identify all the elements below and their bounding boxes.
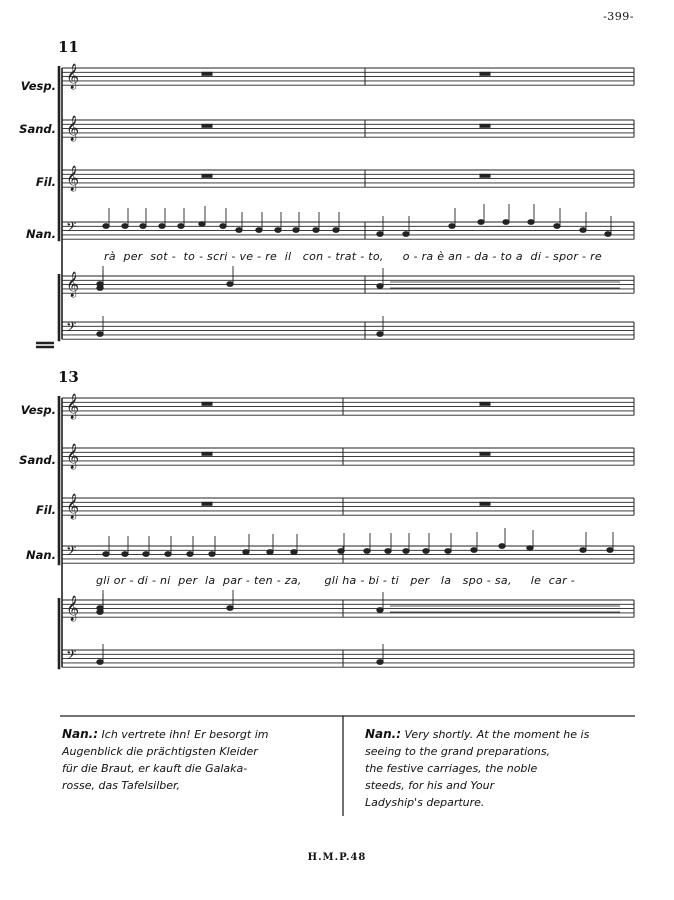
piano-bass-note xyxy=(97,332,103,337)
vocal-note xyxy=(607,548,613,553)
whole-rest-icon xyxy=(480,174,490,177)
vocal-note xyxy=(377,232,383,237)
vocal-note xyxy=(122,552,128,557)
german-line-3: für die Braut, er kauft die Galaka- xyxy=(62,762,248,775)
vocal-note xyxy=(291,550,297,555)
vocal-note xyxy=(243,550,249,555)
translation-german xyxy=(62,726,332,794)
bass-clef-icon: 𝄢 xyxy=(66,219,77,238)
vocal-note xyxy=(503,220,509,225)
whole-rest-icon xyxy=(202,72,212,75)
treble-clef-icon: 𝄞 xyxy=(66,64,80,89)
vocal-note xyxy=(313,228,319,233)
whole-rest-icon xyxy=(202,124,212,127)
vocal-note xyxy=(333,228,339,233)
german-line-1: Ich vertrete ihn! Er besorgt im xyxy=(101,728,269,741)
bass-clef-icon: 𝄢 xyxy=(66,543,77,562)
piano-bass-note xyxy=(97,660,103,665)
piano-bass-note xyxy=(377,660,383,665)
vocal-note xyxy=(267,550,273,555)
instrument-label-sand-2: Sand. xyxy=(19,453,56,467)
vocal-note xyxy=(478,220,484,225)
vocal-note xyxy=(165,552,171,557)
whole-rest-icon xyxy=(202,174,212,177)
instrument-label-fil-2: Fil. xyxy=(35,503,56,517)
piano-chord-note xyxy=(97,610,103,615)
vocal-note xyxy=(580,548,586,553)
vocal-note xyxy=(199,222,205,227)
english-line-2: seeing to the grand preparations, xyxy=(365,745,551,758)
whole-rest-icon xyxy=(480,124,490,127)
vocal-note xyxy=(178,224,184,229)
translation-english xyxy=(365,726,635,811)
translation-box xyxy=(60,716,635,816)
whole-rest-icon xyxy=(202,402,212,405)
vocal-note xyxy=(528,220,534,225)
instrument-label-vesp-1: Vesp. xyxy=(20,79,56,93)
instrument-label-vesp-2: Vesp. xyxy=(20,403,56,417)
vocal-note xyxy=(580,228,586,233)
vocal-note xyxy=(236,228,242,233)
english-line-5: Ladyship's departure. xyxy=(365,796,485,809)
vocal-note xyxy=(187,552,193,557)
treble-clef-icon: 𝄞 xyxy=(66,272,80,297)
vocal-note xyxy=(159,224,165,229)
vocal-note xyxy=(423,549,429,554)
piano-chord-note xyxy=(377,608,383,613)
vocal-note xyxy=(275,228,281,233)
speaker-label-german: Nan.: xyxy=(62,727,99,741)
vocal-note xyxy=(143,552,149,557)
german-line-4: rosse, das Tafelsilber, xyxy=(62,779,181,792)
vocal-note xyxy=(449,224,455,229)
piano-chord-note xyxy=(377,284,383,289)
treble-clef-icon: 𝄞 xyxy=(66,494,80,519)
instrument-label-fil-1: Fil. xyxy=(35,175,56,189)
lyrics-system-1: rà per sot - to - scri - ve - re il con - trat - to, o - ra è an - da - to a di - spor - re xyxy=(104,250,602,263)
treble-clef-icon: 𝄞 xyxy=(66,394,80,419)
vocal-note xyxy=(122,224,128,229)
whole-rest-icon xyxy=(480,502,490,505)
vocal-note xyxy=(293,228,299,233)
instrument-label-nan-1: Nan. xyxy=(26,227,56,241)
vocal-note xyxy=(220,224,226,229)
speaker-label-english: Nan.: xyxy=(365,727,402,741)
vocal-note xyxy=(403,549,409,554)
page-number: -399- xyxy=(603,10,634,23)
german-line-2: Augenblick die prächtigsten Kleider xyxy=(62,745,258,758)
vocal-note xyxy=(103,224,109,229)
bass-clef-icon: 𝄢 xyxy=(66,647,77,666)
treble-clef-icon: 𝄞 xyxy=(66,166,80,191)
vocal-note xyxy=(103,552,109,557)
measure-number-11: 11 xyxy=(58,38,79,56)
instrument-label-nan-2: Nan. xyxy=(26,548,56,562)
vocal-note xyxy=(403,232,409,237)
whole-rest-icon xyxy=(480,72,490,75)
vocal-note xyxy=(527,546,533,551)
piano-chord-note xyxy=(227,282,233,287)
whole-rest-icon xyxy=(202,452,212,455)
vocal-note xyxy=(554,224,560,229)
english-line-1: Very shortly. At the moment he is xyxy=(404,728,590,741)
piano-chord-note xyxy=(227,606,233,611)
treble-clef-icon: 𝄞 xyxy=(66,444,80,469)
vocal-note xyxy=(471,548,477,553)
treble-clef-icon: 𝄞 xyxy=(66,596,80,621)
vocal-note xyxy=(605,232,611,237)
vocal-note xyxy=(140,224,146,229)
measure-number-13: 13 xyxy=(58,368,79,386)
vocal-note xyxy=(338,549,344,554)
whole-rest-icon xyxy=(202,502,212,505)
vocal-note xyxy=(256,228,262,233)
vocal-note xyxy=(499,544,505,549)
vocal-note xyxy=(364,549,370,554)
whole-rest-icon xyxy=(480,452,490,455)
publisher-footer: H.M.P.48 xyxy=(307,852,367,863)
piano-bass-note xyxy=(377,332,383,337)
vocal-note xyxy=(445,549,451,554)
vocal-note xyxy=(209,552,215,557)
instrument-label-sand-1: Sand. xyxy=(19,122,56,136)
whole-rest-icon xyxy=(480,402,490,405)
lyrics-system-2: gli or - di - ni per la par - ten - za, gli ha - bi - ti per la spo - sa, le car - xyxy=(96,574,576,587)
english-line-4: steeds, for his and Your xyxy=(365,779,495,792)
piano-chord-note xyxy=(97,286,103,291)
vocal-note xyxy=(385,549,391,554)
english-line-3: the festive carriages, the noble xyxy=(365,762,538,775)
treble-clef-icon: 𝄞 xyxy=(66,116,80,141)
bass-clef-icon: 𝄢 xyxy=(66,319,77,338)
